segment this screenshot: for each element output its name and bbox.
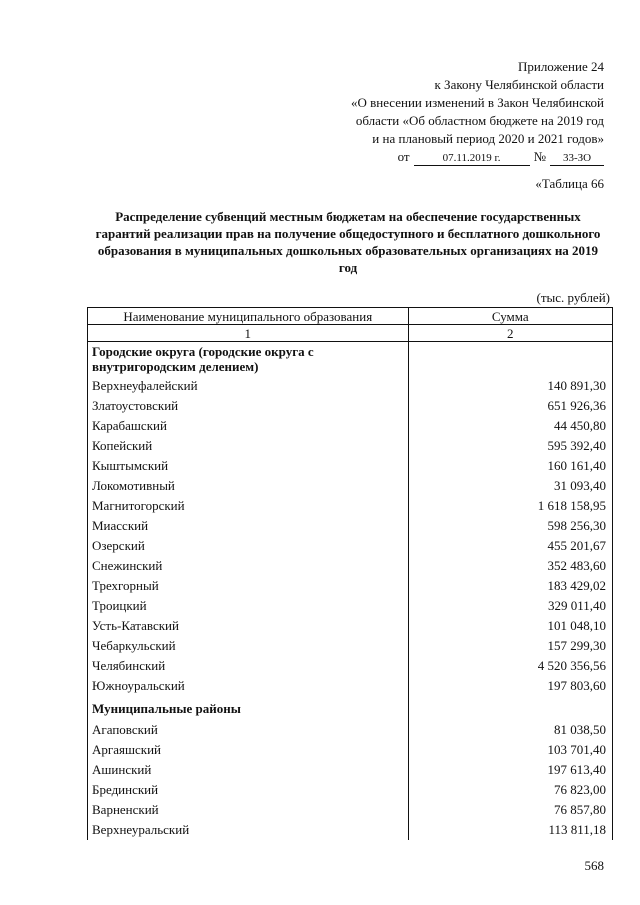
municipality-name: Аргаяшский [88, 740, 409, 760]
table-body [88, 342, 613, 841]
table-row [88, 536, 613, 556]
subsidy-amount: 140 891,30 [408, 376, 613, 396]
subsidy-amount: 44 450,80 [408, 416, 613, 436]
column-number-row [88, 325, 613, 342]
municipality-name: Чебаркульский [88, 636, 409, 656]
page-number: 568 [584, 858, 604, 873]
section-row [88, 342, 613, 377]
municipality-name: Троицкий [88, 596, 409, 616]
subsidy-amount: 76 823,00 [408, 780, 613, 800]
table-row [88, 720, 613, 740]
law-number: 33-ЗО [550, 151, 604, 166]
column-number-2: 2 [408, 325, 613, 342]
table-row [88, 376, 613, 396]
law-date: 07.11.2019 г. [414, 151, 530, 166]
subsidy-table [87, 307, 613, 840]
from-label: от [397, 149, 410, 164]
law-title-line-3: и на плановый период 2020 и 2021 годов» [372, 131, 604, 146]
municipality-name: Миасский [88, 516, 409, 536]
municipality-name: Варненский [88, 800, 409, 820]
municipality-name: Карабашский [88, 416, 409, 436]
municipality-name: Локомотивный [88, 476, 409, 496]
law-reference: к Закону Челябинской области [434, 77, 604, 92]
subsidy-amount: 81 038,50 [408, 720, 613, 740]
subsidy-amount: 595 392,40 [408, 436, 613, 456]
appendix-header [244, 58, 604, 166]
table-row [88, 676, 613, 696]
municipality-name: Копейский [88, 436, 409, 456]
subsidy-amount: 31 093,40 [408, 476, 613, 496]
table-row [88, 760, 613, 780]
section-title: Муниципальные районы [88, 696, 409, 720]
table-row [88, 576, 613, 596]
subsidy-amount: 455 201,67 [408, 536, 613, 556]
subsidy-amount: 160 161,40 [408, 456, 613, 476]
section-title: Городские округа (городские округа с внутригородским делением) [88, 342, 409, 377]
table-row [88, 616, 613, 636]
law-date-number-line [244, 148, 604, 166]
table-row [88, 596, 613, 616]
subsidy-amount: 157 299,30 [408, 636, 613, 656]
subsidy-amount: 76 857,80 [408, 800, 613, 820]
table-row [88, 476, 613, 496]
header-row [88, 308, 613, 325]
section-value-cell [408, 342, 613, 377]
municipality-name: Южноуральский [88, 676, 409, 696]
number-label: № [533, 149, 546, 164]
municipality-name: Ашинский [88, 760, 409, 780]
table-row [88, 820, 613, 840]
table-row [88, 496, 613, 516]
subsidy-amount: 352 483,60 [408, 556, 613, 576]
subsidy-amount: 329 011,40 [408, 596, 613, 616]
table-row [88, 800, 613, 820]
subsidy-amount: 103 701,40 [408, 740, 613, 760]
municipality-name: Усть-Катавский [88, 616, 409, 636]
units-label: (тыс. рублей) [536, 290, 610, 305]
subsidy-amount: 4 520 356,56 [408, 656, 613, 676]
column-header-name: Наименование муниципального образования [88, 308, 409, 325]
subsidy-amount: 113 811,18 [408, 820, 613, 840]
subsidy-amount: 197 613,40 [408, 760, 613, 780]
subsidy-amount: 101 048,10 [408, 616, 613, 636]
table-row [88, 556, 613, 576]
section-value-cell [408, 696, 613, 720]
law-title-line-1: «О внесении изменений в Закон Челябинской [350, 95, 604, 110]
table-row [88, 516, 613, 536]
table-row [88, 780, 613, 800]
subsidy-amount: 1 618 158,95 [408, 496, 613, 516]
document-title: Распределение субвенций местным бюджетам на обеспечение государственных гарантий реализации прав на получение общедоступного и бесплатного дошкольного образования в муниципальных дошкольных образовательных организациях на 2019 год [95, 209, 601, 275]
appendix-number: Приложение 24 [517, 59, 604, 74]
table-reference: «Таблица 66 [535, 176, 604, 191]
municipality-name: Озерский [88, 536, 409, 556]
section-row [88, 696, 613, 720]
column-header-sum: Сумма [408, 308, 613, 325]
law-title-line-2: области «Об областном бюджете на 2019 год [355, 113, 604, 128]
municipality-name: Снежинский [88, 556, 409, 576]
table-row [88, 396, 613, 416]
municipality-name: Агаповский [88, 720, 409, 740]
table-row [88, 456, 613, 476]
municipality-name: Трехгорный [88, 576, 409, 596]
table-row [88, 636, 613, 656]
municipality-name: Магнитогорский [88, 496, 409, 516]
municipality-name: Кыштымский [88, 456, 409, 476]
municipality-name: Челябинский [88, 656, 409, 676]
subsidy-amount: 197 803,60 [408, 676, 613, 696]
municipality-name: Верхнеуральский [88, 820, 409, 840]
subsidy-amount: 598 256,30 [408, 516, 613, 536]
municipality-name: Брединский [88, 780, 409, 800]
column-number-1: 1 [88, 325, 409, 342]
table-row [88, 436, 613, 456]
table-row [88, 416, 613, 436]
table-row [88, 740, 613, 760]
table-row [88, 656, 613, 676]
municipality-name: Верхнеуфалейский [88, 376, 409, 396]
subsidy-amount: 651 926,36 [408, 396, 613, 416]
municipality-name: Златоустовский [88, 396, 409, 416]
subsidy-amount: 183 429,02 [408, 576, 613, 596]
